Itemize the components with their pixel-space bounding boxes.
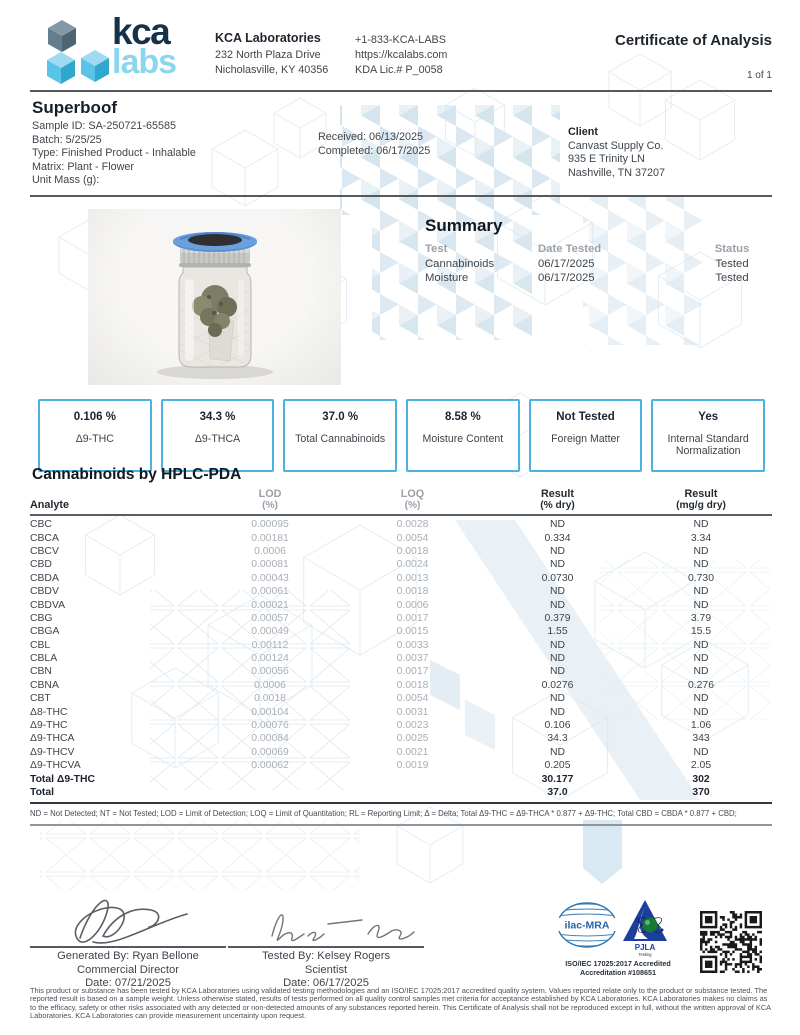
pjla-logo-icon	[621, 899, 669, 957]
column-header-line2: (%)	[404, 500, 421, 511]
table-cell: 0.00043	[251, 572, 289, 584]
table-cell: 0.0018	[396, 679, 429, 691]
logo-labs-text: labs	[112, 43, 177, 81]
table-cell: 0.205	[544, 760, 571, 772]
result-box	[651, 399, 765, 472]
result-box	[38, 399, 152, 472]
table-cell: 0.00112	[251, 639, 289, 651]
table-cell: ND	[693, 653, 709, 665]
column-header-line1: Result	[684, 488, 718, 500]
table-footnote: ND = Not Detected; NT = Not Tested; LOD = Limit of Detection; LOQ = Limit of Quantitation; RL = Reporting Limit; Δ = Delta; Total Δ9-THC = Δ9-THCA * 0.877 + Δ9-THC; Total CBD = CBDA * 0.877 + CBD;	[30, 809, 737, 819]
table-header-rule	[30, 514, 772, 516]
column-header-line2: (%)	[262, 500, 278, 511]
table-cell: 0.00104	[251, 706, 289, 718]
sample-name: Superboof	[32, 98, 117, 117]
product-photo	[88, 209, 341, 385]
dates-block	[318, 131, 430, 158]
logo-kca-text: kca	[112, 11, 170, 52]
table-cell: 0.00062	[251, 760, 289, 772]
table-cell: 0.0037	[396, 653, 429, 665]
table-cell: 0.0018	[254, 693, 286, 705]
client-block	[568, 126, 665, 180]
table-cell: 0.00076	[251, 720, 289, 732]
table-row	[30, 518, 772, 531]
generated-by-block	[30, 950, 226, 991]
table-cell: Δ9-THCA	[30, 733, 75, 745]
result-boxes-row	[38, 399, 765, 472]
table-cell: CBCV	[30, 545, 59, 557]
table-cell: 0.0006	[254, 679, 286, 691]
table-cell: CBLA	[30, 653, 58, 665]
summary-date: 06/17/2025	[538, 272, 595, 285]
table-cell: CBDVA	[30, 599, 66, 611]
table-cell: Total	[30, 787, 55, 798]
table-cell: 0.00081	[251, 559, 289, 571]
ilac-mra-logo-icon	[556, 901, 618, 949]
table-cell: 0.00124	[251, 653, 289, 665]
table-cell: 0.0025	[396, 733, 429, 745]
table-cell: 0.00021	[251, 599, 289, 611]
table-cell: 0.00049	[251, 626, 289, 638]
table-cell: CBL	[30, 639, 51, 651]
signature-line-2	[228, 946, 424, 948]
lab-address-line1: 232 North Plaza Drive	[215, 49, 321, 61]
table-cell: CBN	[30, 666, 52, 678]
kca-labs-logo	[112, 11, 177, 81]
table-row	[30, 746, 772, 759]
table-row	[30, 531, 772, 544]
summary-col-header: Test	[425, 243, 448, 255]
lab-phone: +1-833-KCA-LABS	[355, 34, 446, 46]
table-row	[30, 585, 772, 598]
table-cell: 0.00084	[251, 733, 289, 745]
table-cell: ND	[693, 746, 709, 758]
table-row	[30, 598, 772, 611]
column-header	[30, 500, 200, 511]
table-cell: ND	[549, 599, 565, 611]
client-name: Canvast Supply Co.	[568, 139, 664, 152]
table-row	[30, 558, 772, 571]
table-cell: 0.0033	[396, 639, 429, 651]
header-divider	[30, 90, 772, 92]
summary-table	[425, 242, 776, 286]
table-cell: 37.0	[547, 787, 568, 798]
table-total-row	[30, 786, 772, 799]
cannabinoids-body	[30, 518, 772, 799]
summary-status: Tested	[715, 272, 749, 285]
table-cell: ND	[693, 519, 709, 531]
table-cell: 0.0023	[396, 720, 429, 732]
lab-name: KCA Laboratories	[215, 31, 321, 45]
column-header	[485, 489, 630, 511]
cannabinoids-table	[30, 489, 772, 826]
table-cell: 0.00061	[251, 586, 289, 598]
table-cell: 0.0021	[396, 746, 429, 758]
table-row	[30, 572, 772, 585]
table-cell: 302	[692, 773, 710, 785]
tested-by-role: Scientist	[304, 963, 348, 976]
table-row	[30, 692, 772, 705]
table-cell: CBT	[30, 693, 51, 705]
table-cell: 0.00095	[251, 519, 289, 531]
table-cell: 34.3	[547, 733, 568, 745]
table-cell: CBC	[30, 519, 52, 531]
table-cell: 0.0017	[396, 666, 429, 678]
table-cell: ND	[549, 746, 565, 758]
table-cell: 0.00056	[251, 666, 289, 678]
table-cell: 0.730	[687, 572, 714, 584]
disclaimer-text: This product or substance has been tested by KCA Laboratories using validated testing methodologies and an ISO/IEC 17025:2017 accredited quality system. Values reported relate only to the product or substance tested. The reported result is based on a sample weight. Unless otherwise stated, results of tests performed on all quality control samples met criteria for acceptance established by KCA Laboratories. KCA Laboratories makes no claims as to the efficacy, safety or other risks associated with any detected or non-detected amounts of any substances reported herein. This Certificate of Analysis shall not be reproduced except in full, without the written approval of KCA Laboratories. KCA Laboratories can provide measurement uncertainty upon request.	[30, 986, 771, 1020]
accreditation-line2: Accreditation #108651	[580, 968, 656, 977]
sample-unit-mass: Unit Mass (g):	[32, 174, 100, 187]
accreditation-line1: ISO/IEC 17025:2017 Accredited	[565, 959, 671, 968]
result-box-label: Internal Standard Normalization	[667, 433, 749, 457]
document-title: Certificate of Analysis	[615, 32, 772, 49]
summary-col-header: Status	[714, 243, 750, 255]
completed-date: Completed: 06/17/2025	[318, 144, 431, 157]
footnote-rule	[30, 824, 772, 826]
column-header	[340, 489, 485, 511]
result-box	[529, 399, 643, 472]
result-box	[283, 399, 397, 472]
table-cell: 0.106	[544, 720, 571, 732]
table-cell: 0.00069	[251, 746, 289, 758]
lab-contact-block	[355, 33, 447, 78]
column-header-line1: LOQ	[400, 488, 425, 500]
table-cell: 0.276	[687, 679, 714, 691]
table-cell: 0.0018	[396, 545, 429, 557]
table-cell: 0.379	[544, 612, 571, 624]
cannabinoids-header-row	[30, 489, 772, 514]
table-cell: 1.55	[547, 626, 568, 638]
table-row	[30, 625, 772, 638]
table-cell: 3.34	[690, 532, 712, 544]
result-box-label: Moisture Content	[422, 433, 504, 445]
table-cell: ND	[693, 693, 709, 705]
received-date: Received: 06/13/2025	[318, 131, 424, 143]
pjla-text: PJLA	[634, 943, 656, 952]
table-cell: 0.0018	[396, 586, 429, 598]
table-row	[30, 732, 772, 745]
summary-test: Cannabinoids	[425, 257, 495, 270]
table-cell: 0.00181	[251, 532, 289, 544]
table-cell: 0.0730	[541, 572, 574, 584]
lab-license: KDA Lic.# P_0058	[355, 64, 443, 76]
column-header-line1: Analyte	[30, 499, 70, 511]
table-cell: 1.06	[690, 720, 712, 732]
table-cell: 370	[692, 787, 710, 798]
table-cell: CBDA	[30, 572, 59, 584]
lab-website: https://kcalabs.com	[355, 49, 448, 61]
table-cell: ND	[549, 706, 565, 718]
table-cell: 0.0024	[396, 559, 429, 571]
table-cell: ND	[693, 599, 709, 611]
table-row	[30, 545, 772, 558]
result-box-value: 0.106 %	[73, 411, 116, 423]
generated-date: Date: 07/21/2025	[85, 977, 171, 990]
table-cell: ND	[549, 693, 565, 705]
table-cell: CBD	[30, 559, 52, 571]
table-cell: 30.177	[541, 773, 574, 785]
sample-batch: Batch: 5/25/25	[32, 133, 102, 146]
jar-photo-illustration	[88, 209, 341, 385]
generated-by-role: Commercial Director	[77, 963, 179, 976]
result-box	[406, 399, 520, 472]
column-header-line1: Result	[541, 488, 574, 500]
table-cell: 0.0054	[396, 693, 429, 705]
table-row	[30, 679, 772, 692]
summary-col-header: Date Tested	[538, 243, 602, 255]
column-header	[200, 489, 340, 511]
table-cell: ND	[549, 653, 565, 665]
table-cell: CBGA	[30, 626, 60, 638]
result-box-label: Foreign Matter	[551, 433, 620, 445]
result-box-label: Total Cannabinoids	[295, 433, 386, 445]
sample-id: Sample ID: SA-250721-65585	[32, 120, 177, 132]
table-cell: 0.00057	[251, 612, 289, 624]
table-cell: ND	[549, 666, 565, 678]
sample-info-block	[32, 120, 196, 188]
lab-address-block	[215, 31, 328, 78]
signature-line-1	[30, 946, 226, 948]
table-cell: 0.0028	[396, 519, 429, 531]
tested-date: Date: 06/17/2025	[283, 977, 369, 990]
table-row	[30, 639, 772, 652]
table-cell: Δ9-THC	[30, 720, 68, 732]
table-cell: ND	[549, 519, 565, 531]
result-box	[161, 399, 275, 472]
qr-code	[700, 911, 762, 973]
column-header-line1: LOD	[258, 488, 282, 500]
table-cell: Total Δ9-THC	[30, 773, 95, 785]
table-cell: ND	[693, 666, 709, 678]
table-row	[30, 665, 772, 678]
result-box-label: Δ9-THCA	[194, 433, 241, 445]
table-cell: CBG	[30, 612, 53, 624]
table-row	[30, 759, 772, 772]
generated-by: Generated By: Ryan Bellone	[57, 950, 199, 962]
result-box-value: 8.58 %	[444, 411, 481, 423]
table-cell: 0.0015	[396, 626, 429, 638]
table-cell: 3.79	[690, 612, 712, 624]
table-cell: CBCA	[30, 532, 59, 544]
table-cell: ND	[693, 545, 709, 557]
summary-title: Summary	[425, 216, 503, 235]
table-cell: 0.0019	[396, 760, 429, 772]
table-cell: ND	[693, 559, 709, 571]
table-cell: ND	[549, 559, 565, 571]
cannabinoids-title: Cannabinoids by HPLC-PDA	[32, 466, 242, 483]
table-cell: ND	[549, 545, 565, 557]
result-box-value: 37.0 %	[322, 411, 359, 423]
table-cell: Δ9-THCV	[30, 746, 75, 758]
table-cell: 0.0006	[254, 545, 286, 557]
result-box-value: Not Tested	[556, 411, 615, 423]
table-cell: 343	[692, 733, 710, 745]
table-row	[30, 719, 772, 732]
table-cell: 2.05	[690, 760, 712, 772]
result-box-label: Δ9-THC	[75, 433, 114, 445]
table-cell: ND	[549, 639, 565, 651]
tested-by-signature	[262, 896, 417, 946]
table-total-row	[30, 772, 772, 785]
table-cell: 0.0017	[396, 612, 429, 624]
result-box-value: 34.3 %	[199, 411, 236, 423]
column-header-line2: (% dry)	[540, 500, 575, 511]
sample-divider	[30, 195, 772, 197]
column-header-line2: (mg/g dry)	[676, 500, 726, 511]
sample-type: Type: Finished Product - Inhalable	[32, 147, 196, 160]
table-cell: ND	[693, 639, 709, 651]
table-cell: ND	[693, 586, 709, 598]
table-cell: 15.5	[690, 626, 712, 638]
client-address2: Nashville, TN 37207	[568, 166, 666, 179]
table-cell: 0.0006	[396, 599, 429, 611]
tested-by: Tested By: Kelsey Rogers	[261, 950, 391, 962]
sample-matrix: Matrix: Plant - Flower	[32, 160, 134, 173]
table-cell: 0.0031	[396, 706, 429, 718]
column-header	[630, 489, 772, 511]
table-cell: ND	[693, 706, 709, 718]
accreditation-caption	[548, 959, 688, 977]
table-cell: CBDV	[30, 586, 59, 598]
client-label: Client	[568, 126, 598, 138]
table-cell: 0.0276	[541, 679, 574, 691]
tested-by-block	[228, 950, 424, 991]
table-cell: Δ8-THC	[30, 706, 68, 718]
pjla-subtext: Testing	[638, 952, 652, 957]
table-row	[30, 652, 772, 665]
table-cell: 0.334	[544, 532, 571, 544]
table-bottom-rule	[30, 802, 772, 804]
table-cell: ND	[549, 586, 565, 598]
lab-address-line2: Nicholasville, KY 40356	[215, 64, 329, 76]
table-row	[30, 612, 772, 625]
generated-by-signature	[55, 886, 205, 946]
table-cell: CBNA	[30, 679, 59, 691]
table-cell: 0.0013	[396, 572, 429, 584]
result-box-value: Yes	[698, 411, 719, 423]
logo-cubes-icon	[30, 16, 110, 90]
summary-status: Tested	[715, 257, 749, 270]
summary-test: Moisture	[425, 272, 469, 285]
page-number: 1 of 1	[746, 70, 772, 81]
table-row	[30, 705, 772, 718]
table-cell: Δ9-THCVA	[30, 760, 81, 772]
ilac-mra-text: ilac-MRA	[564, 919, 610, 932]
client-address1: 935 E Trinity LN	[568, 153, 645, 166]
summary-date: 06/17/2025	[538, 257, 595, 270]
table-cell: 0.0054	[396, 532, 429, 544]
